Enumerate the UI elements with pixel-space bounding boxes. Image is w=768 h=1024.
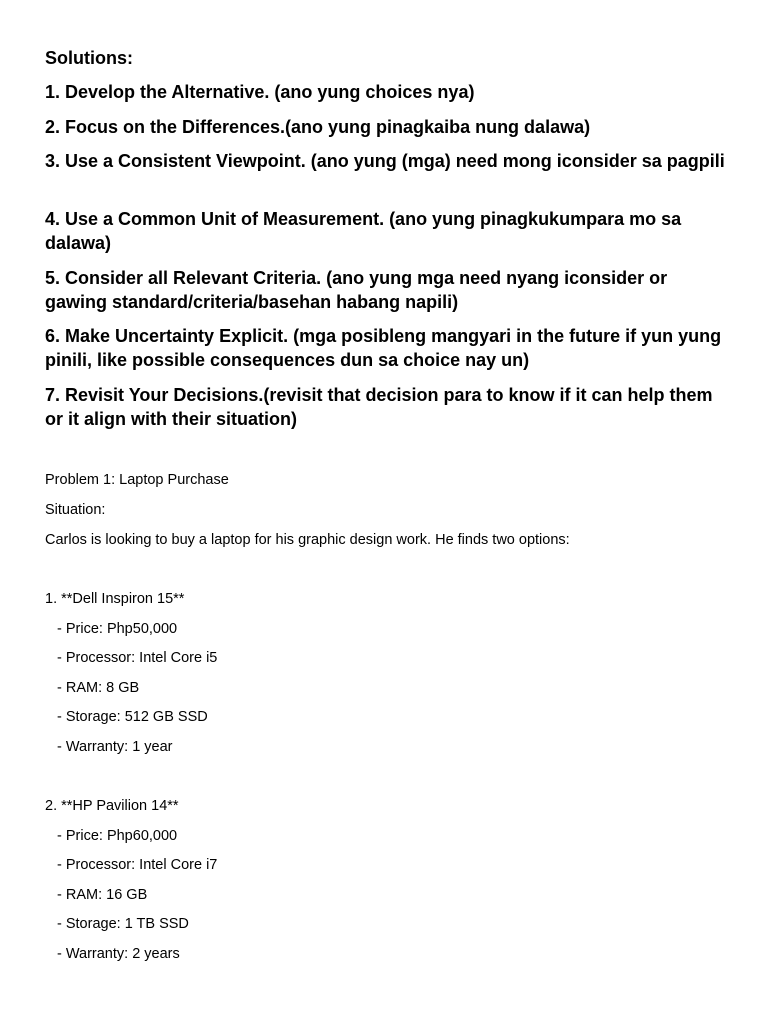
solution-item-4: 4. Use a Common Unit of Measurement. (ano yung pinagkukumpara mo sa dalawa) xyxy=(45,209,682,253)
solution-item-5: 5. Consider all Relevant Criteria. (ano yung mga need nyang iconsider or gawing standard/criteria/basehan habang napili) xyxy=(45,268,668,312)
option-1-storage: - Storage: 512 GB SSD xyxy=(57,709,208,725)
option-2-ram: - RAM: 16 GB xyxy=(57,887,148,903)
solution-item-7: 7. Revisit Your Decisions.(revisit that decision para to know if it can help them or it align with their situation) xyxy=(45,385,713,429)
option-1-warranty: - Warranty: 1 year xyxy=(57,739,173,755)
option-1-processor: - Processor: Intel Core i5 xyxy=(57,650,218,666)
solution-item-2: 2. Focus on the Differences.(ano yung pinagkaiba nung dalawa) xyxy=(45,117,591,137)
problem-title: Problem 1: Laptop Purchase xyxy=(45,472,229,488)
option-2-storage: - Storage: 1 TB SSD xyxy=(57,916,189,932)
situation-label: Situation: xyxy=(45,502,106,518)
option-1-name: 1. **Dell Inspiron 15** xyxy=(45,591,185,607)
solution-item-6: 6. Make Uncertainty Explicit. (mga posibleng mangyari in the future if yun yung pinili, like possible consequences dun sa choice nay un) xyxy=(45,326,722,370)
solution-item-3: 3. Use a Consistent Viewpoint. (ano yung (mga) need mong iconsider sa pagpili xyxy=(45,151,725,171)
option-2-warranty: - Warranty: 2 years xyxy=(57,946,180,962)
option-2-processor: - Processor: Intel Core i7 xyxy=(57,857,218,873)
option-2-price: - Price: Php60,000 xyxy=(57,828,178,844)
option-1-ram: - RAM: 8 GB xyxy=(57,680,140,696)
option-1-price: - Price: Php50,000 xyxy=(57,621,178,637)
situation-text: Carlos is looking to buy a laptop for his graphic design work. He finds two options: xyxy=(45,532,570,548)
option-2-name: 2. **HP Pavilion 14** xyxy=(45,798,179,814)
solutions-heading: Solutions: xyxy=(45,48,133,68)
solution-item-1: 1. Develop the Alternative. (ano yung choices nya) xyxy=(45,82,475,102)
